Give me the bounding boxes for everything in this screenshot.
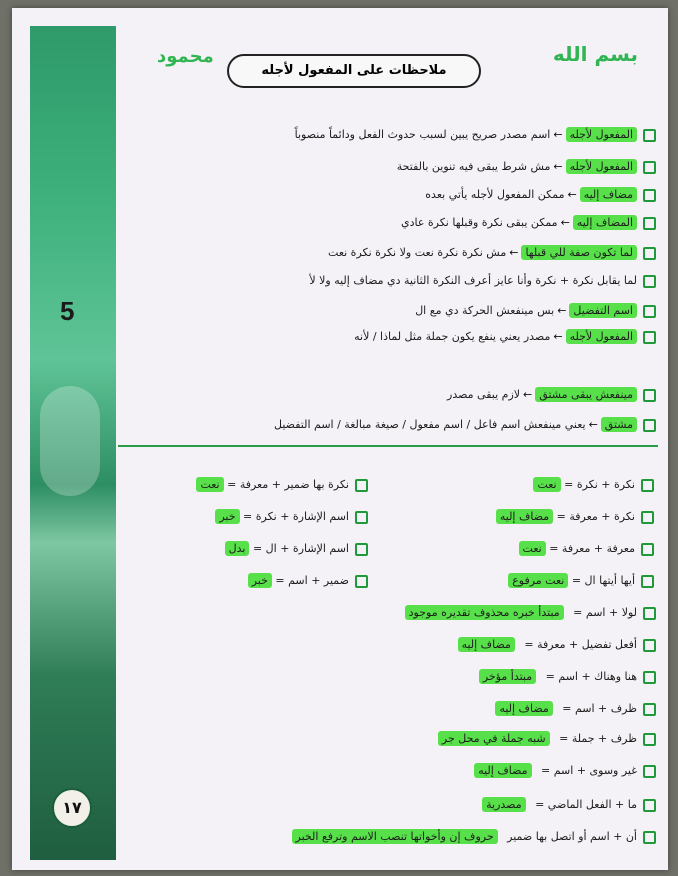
rule-text: هنا وهناك + اسم = [545,670,637,683]
checkbox-icon [643,305,656,318]
rule-text: اسم الإشارة + نكرة = [243,510,349,523]
checkbox-icon [643,607,656,620]
rule-text: ظرف + اسم = [562,702,637,715]
arrow-icon: ← [560,216,570,229]
checkbox-icon [643,733,656,746]
note-text: اسم مصدر صريح يبين لسبب حدوث الفعل ودائماً منصوباً [294,128,551,141]
rule-text: ما + الفعل الماضي = [535,798,637,811]
rule-text: أفعل تفضيل + معرفة = [524,638,637,651]
rule-result: مضاف إليه [496,509,553,524]
highlighted-term: اسم التفضيل [569,303,637,318]
author-name: محمود [157,46,214,67]
rule-text: نكرة بها ضمير + معرفة = [227,478,349,491]
highlighted-term: مضاف إليه [580,187,637,202]
checkbox-icon [643,275,656,288]
arrow-icon [518,638,522,651]
rule-result: نعت [533,477,560,492]
rule-text: ضمير + اسم = [275,574,349,587]
rule-text: اسم الإشارة + ال = [252,542,349,555]
rule-row [196,478,368,492]
rule-result: نعت [519,541,546,556]
rule-result: بدل [225,541,250,556]
rule-text: معرفة + معرفة = [549,542,635,555]
note-text: مصدر يعني ينفع يكون جملة مثل لماذا / لأنه [354,330,551,343]
rule-text: نكرة + نكرة = [564,478,635,491]
note-row [309,274,656,288]
page-number: ١٧ [52,788,92,828]
arrow-icon: ← [553,128,563,141]
rule-result: شبه جملة في محل جر [438,731,550,746]
rule-row [479,670,656,684]
arrow-icon: ← [588,418,598,431]
rule-row [533,478,654,492]
note-row [425,188,656,202]
checkbox-icon [643,161,656,174]
rule-text: غير وسوى + اسم = [541,764,637,777]
highlighted-term: المفعول لأجله [566,159,637,174]
checkbox-icon [643,831,656,844]
rule-result: مضاف إليه [474,763,531,778]
rule-row [405,606,656,620]
checkbox-icon [641,543,654,556]
rule-text: نكرة + معرفة = [556,510,635,523]
arrow-icon [553,732,557,745]
arrow-icon [535,764,539,777]
highlighted-term: مينفعش يبقى مشتق [535,387,637,402]
rule-row [495,702,656,716]
decorative-sidebar [30,26,116,860]
note-row [447,388,656,402]
note-text: يعني مينفعش اسم فاعل / اسم مفعول / صيغة مبالغة / اسم التفضيل [274,418,586,431]
checkbox-icon [643,217,656,230]
arrow-icon: ← [557,304,567,317]
note-row [354,330,656,344]
checkbox-icon [355,543,368,556]
arrow-icon [556,702,560,715]
arrow-icon [529,798,533,811]
highlighted-term: لما تكون صفة للي قبلها [521,245,637,260]
checkbox-icon [643,703,656,716]
rule-row [438,732,656,746]
note-row [397,160,656,174]
section-divider [118,445,658,447]
document-page [12,8,668,870]
note-text: مش شرط يبقى فيه تنوين بالفتحة [396,160,551,173]
rule-text: لولا + اسم = [573,606,637,619]
rule-result: خبر [215,509,239,524]
highlighted-term: المفعول لأجله [566,329,637,344]
checkbox-icon [643,419,656,432]
note-text: لما يقابل نكرة + نكرة وأنا عايز أعرف النكرة الثانية دي مضاف إليه ولا لأ [309,274,637,287]
checkbox-icon [355,511,368,524]
arrow-icon [501,830,505,843]
rule-row [519,542,654,556]
note-row [401,216,656,230]
rule-row [458,638,656,652]
note-row [274,418,656,432]
unit-number: 5 [60,296,75,326]
note-row [295,128,656,142]
checkbox-icon [643,799,656,812]
note-text: ممكن يبقى نكرة وقبلها نكرة عادي [400,216,558,229]
rule-result: خبر [248,573,272,588]
arrow-icon: ← [567,188,577,201]
page-header [132,38,648,98]
checkbox-icon [643,389,656,402]
page-title: ملاحظات على المفعول لأجله [227,54,481,88]
note-text: ممكن المفعول لأجله يأتي بعده [425,188,565,201]
rule-result: نعت [196,477,223,492]
checkbox-icon [355,479,368,492]
checkbox-icon [355,575,368,588]
rule-row [482,798,656,812]
rule-result: مضاف إليه [495,701,552,716]
rule-result: مصدرية [482,797,525,812]
rule-result: مبتدأ خبره محذوف تقديره موجود [405,605,564,620]
arrow-icon: ← [523,388,533,401]
rule-result: نعت مرفوع [508,573,568,588]
rule-row [496,510,654,524]
checkbox-icon [643,247,656,260]
checkbox-icon [641,479,654,492]
arrow-icon [567,606,571,619]
rule-row [248,574,368,588]
highlighted-term: المضاف إليه [573,215,637,230]
arrow-icon: ← [553,160,563,173]
note-text: مش نكرة نكرة نعت ولا نكرة نكرة نعت [328,246,507,259]
checkbox-icon [643,639,656,652]
rule-text: ظرف + جملة = [559,732,637,745]
checkbox-icon [643,129,656,142]
note-text: لازم يبقى مصدر [447,388,521,401]
note-row [328,246,656,260]
checkbox-icon [643,671,656,684]
arrow-icon [539,670,543,683]
highlighted-term: مشتق [601,417,637,432]
checkbox-icon [643,765,656,778]
checkbox-icon [641,575,654,588]
rule-text: أن + اسم أو اتصل بها ضمير [507,830,637,843]
rule-result: مبتدأ مؤخر [479,669,536,684]
rule-row [508,574,654,588]
rule-result: مضاف إليه [458,637,515,652]
rule-row [474,764,656,778]
checkbox-icon [641,511,654,524]
rule-row [225,542,368,556]
rule-text: أيها أيتها ال = [571,574,635,587]
rule-row [215,510,368,524]
highlighted-term: المفعول لأجله [566,127,637,142]
checkbox-icon [643,189,656,202]
basmala: بسم الله [552,42,638,66]
note-text: بس مينفعش الحركة دي مع ال [415,304,555,317]
rule-row [292,830,657,844]
calligraphy-ornament [40,386,100,496]
rule-result: حروف إن وأخواتها تنصب الاسم وترفع الخبر [292,829,498,844]
note-row [415,304,656,318]
arrow-icon: ← [509,246,519,259]
checkbox-icon [643,331,656,344]
arrow-icon: ← [553,330,563,343]
